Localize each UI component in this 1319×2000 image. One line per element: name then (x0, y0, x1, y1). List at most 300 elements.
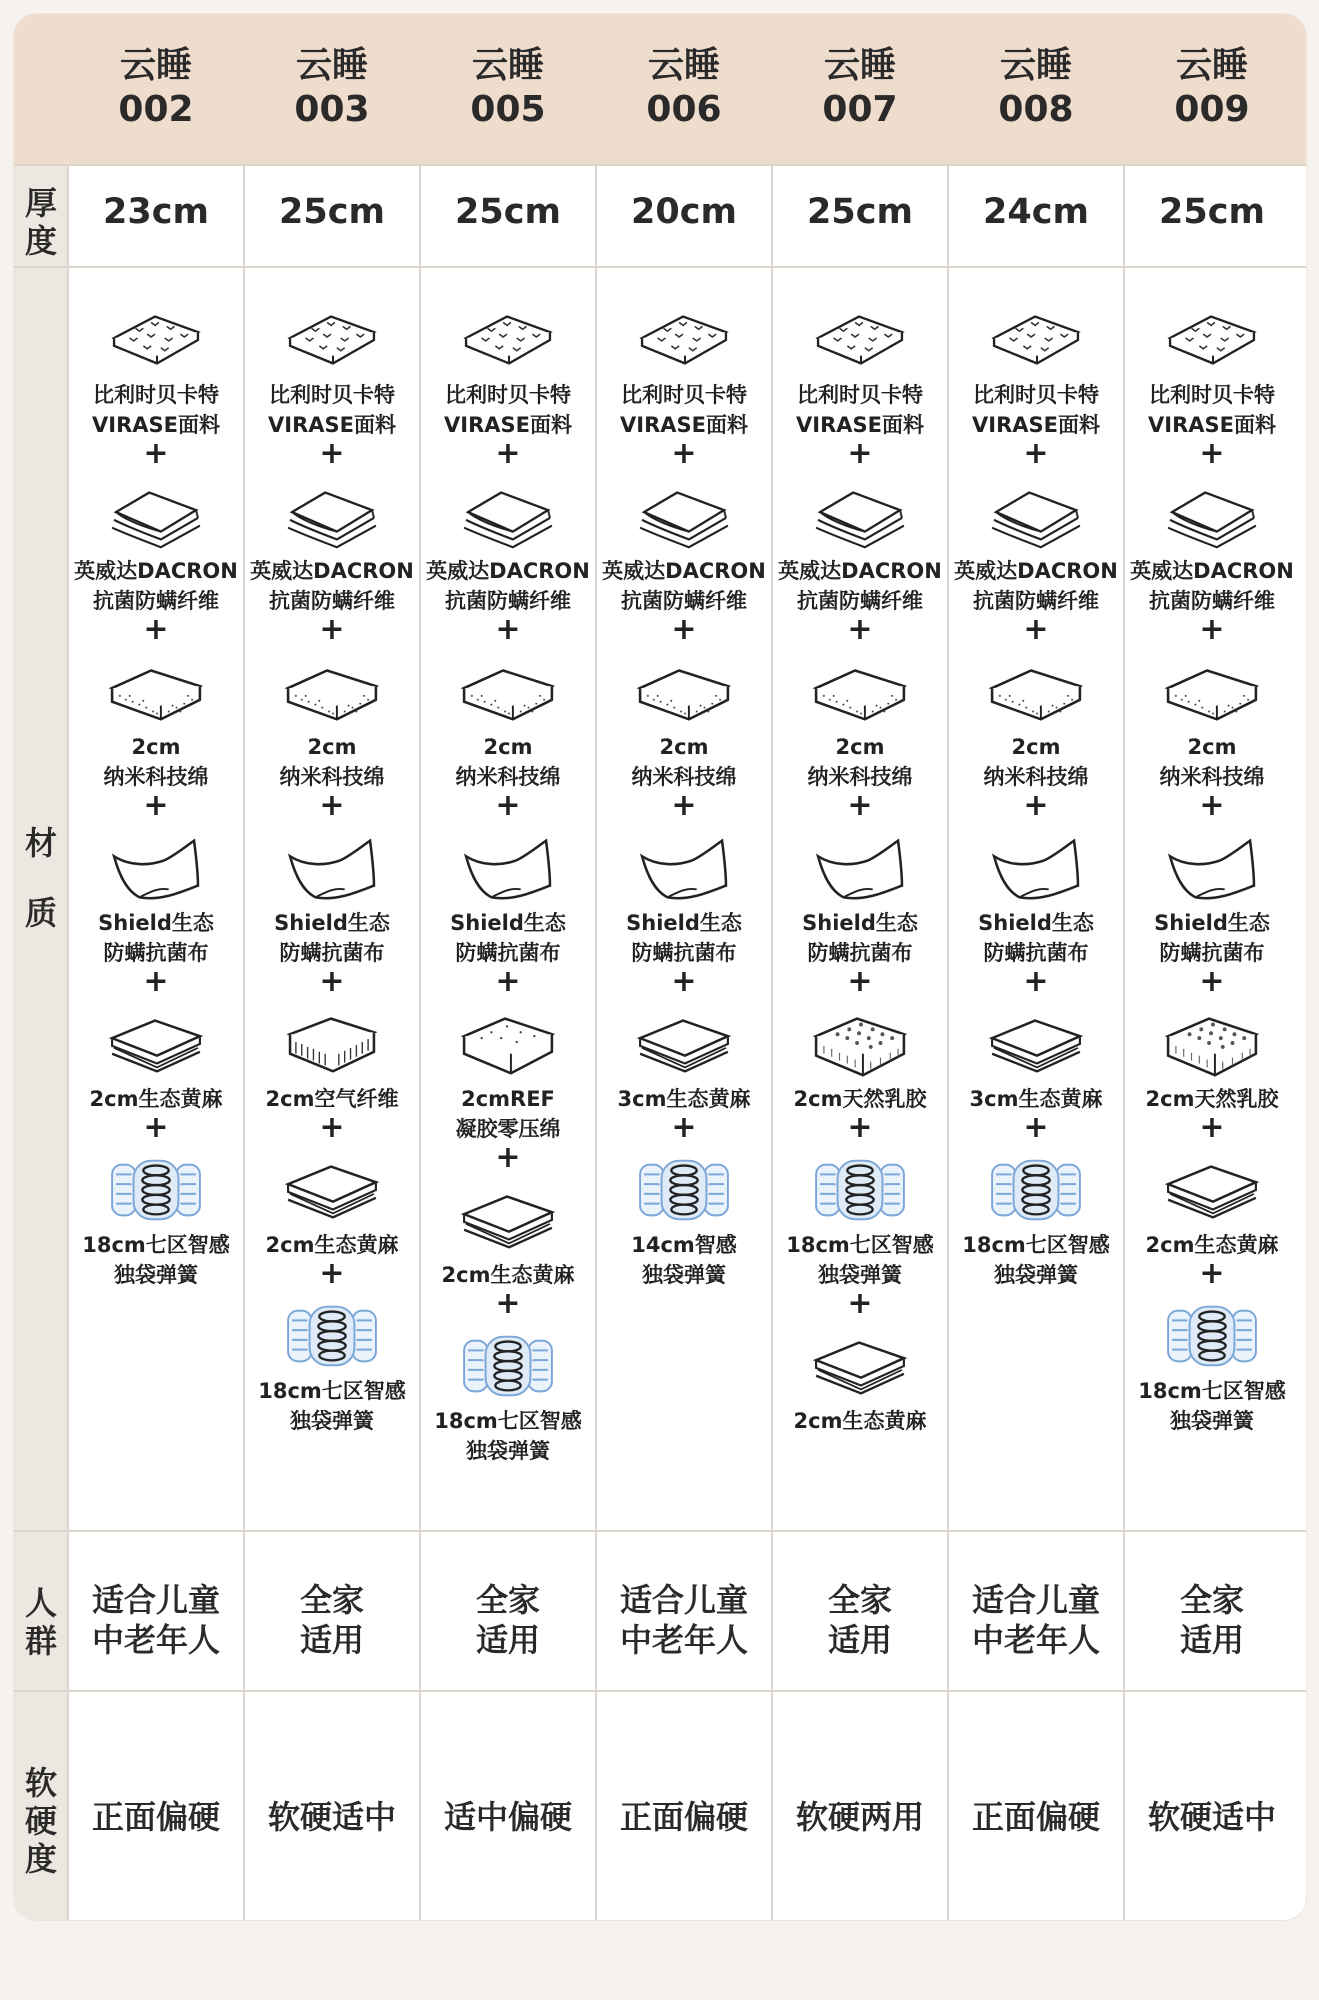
material-caption: 14cm智感 (631, 1233, 737, 1257)
plus-sign: + (671, 788, 697, 823)
material-caption: Shield生态 (274, 911, 390, 935)
material-layer (247, 1149, 417, 1259)
foam-block-icon (452, 651, 564, 731)
quilted-fabric-icon (980, 299, 1092, 379)
row-label-char: 软 (24, 1764, 57, 1802)
material-caption: 独袋弹簧 (114, 1263, 198, 1287)
material-layer (951, 651, 1121, 791)
material-layer (71, 475, 241, 615)
material-caption: 防螨抗菌布 (631, 941, 737, 965)
layered-mat-icon (100, 1003, 212, 1083)
plus-sign: + (143, 964, 169, 999)
material-caption: 18cm七区智感 (258, 1379, 406, 1403)
cloth-sheet-icon (980, 827, 1092, 907)
row-label-firmness (14, 1764, 68, 1878)
material-layer (1127, 475, 1297, 615)
material-layer (1127, 1149, 1297, 1259)
material-caption: 比利时贝卡特 (269, 383, 395, 407)
plus-sign: + (319, 436, 345, 471)
row-label-char: 厚 (24, 184, 57, 222)
plus-sign: + (1199, 788, 1225, 823)
plus-sign: + (319, 1110, 345, 1145)
crowd-line: 适用 (299, 1621, 364, 1659)
material-layer (423, 475, 593, 615)
material-caption: VIRASE面料 (268, 413, 396, 437)
crowd-line: 中老年人 (619, 1621, 748, 1659)
material-caption: 独袋弹簧 (994, 1263, 1078, 1287)
layered-mat-icon (452, 1179, 564, 1259)
material-layer (247, 475, 417, 615)
material-layer (951, 1003, 1121, 1113)
quilted-fabric-icon (276, 299, 388, 379)
material-layer (599, 1003, 769, 1113)
material-caption: 独袋弹簧 (1170, 1409, 1254, 1433)
material-caption: 纳米科技绵 (631, 765, 737, 789)
material-caption: 防螨抗菌布 (455, 941, 561, 965)
model-name: 云睡 (1175, 45, 1248, 86)
plus-sign: + (143, 1110, 169, 1145)
material-stack (599, 299, 769, 1289)
material-caption: 抗菌防螨纤维 (621, 589, 747, 613)
foam-block-icon (980, 651, 1092, 731)
material-stack (951, 299, 1121, 1289)
material-layer (247, 299, 417, 439)
material-caption: 英威达DACRON (954, 559, 1118, 583)
model-code: 008 (998, 89, 1074, 130)
crowd-line: 中老年人 (91, 1621, 220, 1659)
material-caption: 纳米科技绵 (103, 765, 209, 789)
crowd-line: 全家 (475, 1581, 540, 1619)
material-stack (423, 299, 593, 1465)
firmness-value: 软硬适中 (267, 1798, 396, 1836)
material-layer (599, 827, 769, 967)
row-label-crowd (14, 1584, 68, 1660)
plus-sign: + (847, 1286, 873, 1321)
material-caption: 独袋弹簧 (642, 1263, 726, 1287)
plus-sign: + (143, 788, 169, 823)
model-name: 云睡 (471, 45, 544, 86)
thickness-value: 23cm (103, 192, 209, 232)
foam-block-icon (276, 651, 388, 731)
material-caption: 防螨抗菌布 (983, 941, 1089, 965)
crowd-line: 适合儿童 (971, 1581, 1100, 1619)
material-caption: 2cm天然乳胶 (793, 1087, 927, 1111)
material-caption: 比利时贝卡特 (1149, 383, 1275, 407)
model-header (954, 44, 1118, 132)
material-layer (423, 1325, 593, 1465)
material-caption: 3cm生态黄麻 (617, 1087, 751, 1111)
material-layer (423, 299, 593, 439)
plus-sign: + (319, 964, 345, 999)
thickness-value: 20cm (631, 192, 737, 232)
material-caption: 2cm (307, 735, 357, 759)
material-layer (1127, 1295, 1297, 1435)
plus-sign: + (1023, 788, 1049, 823)
column-divider (419, 164, 421, 1920)
material-caption: 2cm生态黄麻 (89, 1087, 223, 1111)
material-caption: 纳米科技绵 (1159, 765, 1265, 789)
fiber-layers-icon (100, 475, 212, 555)
material-caption: 防螨抗菌布 (103, 941, 209, 965)
material-layer (71, 1149, 241, 1289)
material-stack (1127, 299, 1297, 1435)
foam-block-icon (804, 651, 916, 731)
model-header (778, 44, 942, 132)
material-caption: 18cm七区智感 (962, 1233, 1110, 1257)
row-label-char: 度 (24, 222, 57, 260)
material-caption: VIRASE面料 (972, 413, 1100, 437)
material-caption: 纳米科技绵 (983, 765, 1089, 789)
material-layer (423, 1003, 593, 1143)
material-caption: 18cm七区智感 (434, 1409, 582, 1433)
row-divider (14, 266, 1306, 268)
material-caption: 抗菌防螨纤维 (1149, 589, 1275, 613)
material-stack (775, 299, 945, 1435)
plus-sign: + (847, 964, 873, 999)
plus-sign: + (671, 612, 697, 647)
cloth-sheet-icon (1156, 827, 1268, 907)
plus-sign: + (495, 964, 521, 999)
column-divider (243, 164, 245, 1920)
fiber-layers-icon (980, 475, 1092, 555)
material-caption: 比利时贝卡特 (445, 383, 571, 407)
material-layer (599, 651, 769, 791)
row-label-material (14, 824, 68, 932)
crowd-line: 全家 (827, 1581, 892, 1619)
model-header (602, 44, 766, 132)
pocket-spring-icon (100, 1149, 212, 1229)
material-layer (599, 475, 769, 615)
target-crowd (250, 1580, 414, 1660)
cloth-sheet-icon (804, 827, 916, 907)
plus-sign: + (847, 788, 873, 823)
material-layer (951, 475, 1121, 615)
model-header (426, 44, 590, 132)
material-caption: VIRASE面料 (796, 413, 924, 437)
crowd-line: 全家 (1179, 1581, 1244, 1619)
material-caption: VIRASE面料 (444, 413, 572, 437)
row-label-char: 材 (24, 824, 57, 862)
material-caption: 抗菌防螨纤维 (93, 589, 219, 613)
model-header (250, 44, 414, 132)
plus-sign: + (847, 612, 873, 647)
material-layer (71, 299, 241, 439)
material-caption: Shield生态 (802, 911, 918, 935)
material-layer (775, 475, 945, 615)
model-code: 009 (1174, 89, 1250, 130)
material-caption: Shield生态 (98, 911, 214, 935)
material-layer (775, 1149, 945, 1289)
material-caption: VIRASE面料 (1148, 413, 1276, 437)
comparison-table (14, 14, 1306, 1920)
material-caption: 英威达DACRON (74, 559, 238, 583)
column-divider (1123, 164, 1125, 1920)
material-caption: 抗菌防螨纤维 (797, 589, 923, 613)
material-caption: 2cm (1187, 735, 1237, 759)
material-caption: 2cm生态黄麻 (1145, 1233, 1279, 1257)
material-caption: 比利时贝卡特 (973, 383, 1099, 407)
fiber-layers-icon (276, 475, 388, 555)
material-caption: Shield生态 (1154, 911, 1270, 935)
gel-foam-icon (452, 1003, 564, 1083)
material-layer (1127, 299, 1297, 439)
row-label-char: 度 (24, 1840, 57, 1878)
thickness-value: 25cm (455, 192, 561, 232)
material-caption: 18cm七区智感 (1138, 1379, 1286, 1403)
material-caption: 18cm七区智感 (786, 1233, 934, 1257)
row-label-char: 质 (24, 894, 57, 932)
material-layer (423, 651, 593, 791)
material-layer (775, 299, 945, 439)
row-divider (14, 1530, 1306, 1532)
plus-sign: + (495, 612, 521, 647)
plus-sign: + (1199, 1110, 1225, 1145)
plus-sign: + (1199, 612, 1225, 647)
material-caption: 2cm (131, 735, 181, 759)
material-layer (599, 1149, 769, 1289)
column-divider (771, 164, 773, 1920)
crowd-line: 适合儿童 (91, 1581, 220, 1619)
plus-sign: + (319, 788, 345, 823)
material-caption: 抗菌防螨纤维 (973, 589, 1099, 613)
layered-mat-icon (276, 1149, 388, 1229)
plus-sign: + (1199, 964, 1225, 999)
material-caption: 英威达DACRON (602, 559, 766, 583)
material-caption: 纳米科技绵 (455, 765, 561, 789)
material-caption: 凝胶零压绵 (455, 1117, 561, 1141)
fiber-layers-icon (628, 475, 740, 555)
cloth-sheet-icon (628, 827, 740, 907)
plus-sign: + (671, 436, 697, 471)
material-caption: 抗菌防螨纤维 (269, 589, 395, 613)
fiber-layers-icon (1156, 475, 1268, 555)
material-caption: 2cm生态黄麻 (441, 1263, 575, 1287)
target-crowd (602, 1580, 766, 1660)
model-name: 云睡 (999, 45, 1072, 86)
material-caption: 2cm空气纤维 (265, 1087, 399, 1111)
model-name: 云睡 (119, 45, 192, 86)
plus-sign: + (495, 1140, 521, 1175)
firmness-value: 软硬两用 (795, 1798, 924, 1836)
latex-icon (804, 1003, 916, 1083)
foam-block-icon (628, 651, 740, 731)
cloth-sheet-icon (452, 827, 564, 907)
material-layer (775, 651, 945, 791)
pocket-spring-icon (452, 1325, 564, 1405)
material-layer (71, 1003, 241, 1113)
latex-icon (1156, 1003, 1268, 1083)
material-caption: 防螨抗菌布 (279, 941, 385, 965)
layered-mat-icon (980, 1003, 1092, 1083)
fiber-layers-icon (804, 475, 916, 555)
material-caption: VIRASE面料 (92, 413, 220, 437)
material-stack (71, 299, 241, 1289)
material-caption: Shield生态 (626, 911, 742, 935)
row-label-char: 人 (24, 1584, 57, 1622)
row-label-char: 硬 (24, 1802, 57, 1840)
plus-sign: + (1023, 612, 1049, 647)
thickness-value: 24cm (983, 192, 1089, 232)
model-name: 云睡 (823, 45, 896, 86)
material-layer (247, 651, 417, 791)
material-caption: 防螨抗菌布 (807, 941, 913, 965)
plus-sign: + (495, 788, 521, 823)
air-fiber-icon (276, 1003, 388, 1083)
material-layer (247, 827, 417, 967)
material-caption: 英威达DACRON (250, 559, 414, 583)
foam-block-icon (1156, 651, 1268, 731)
target-crowd (426, 1580, 590, 1660)
pocket-spring-icon (1156, 1295, 1268, 1375)
material-layer (423, 827, 593, 967)
thickness-value: 25cm (807, 192, 913, 232)
material-layer (775, 827, 945, 967)
material-layer (775, 1003, 945, 1113)
model-code: 006 (646, 89, 722, 130)
pocket-spring-icon (980, 1149, 1092, 1229)
material-layer (247, 1295, 417, 1435)
firmness-value: 适中偏硬 (443, 1798, 572, 1836)
layered-mat-icon (1156, 1149, 1268, 1229)
material-caption: 英威达DACRON (1130, 559, 1294, 583)
thickness-value: 25cm (1159, 192, 1265, 232)
material-caption: 2cm (483, 735, 533, 759)
material-caption: 3cm生态黄麻 (969, 1087, 1103, 1111)
foam-block-icon (100, 651, 212, 731)
material-layer (1127, 651, 1297, 791)
row-label-thickness (14, 184, 68, 260)
material-caption: 2cm (1011, 735, 1061, 759)
material-caption: 2cm生态黄麻 (265, 1233, 399, 1257)
material-stack (247, 299, 417, 1435)
material-caption: 2cm天然乳胶 (1145, 1087, 1279, 1111)
firmness-value: 正面偏硬 (619, 1798, 748, 1836)
plus-sign: + (847, 1110, 873, 1145)
model-code: 002 (118, 89, 194, 130)
material-caption: 英威达DACRON (426, 559, 590, 583)
plus-sign: + (143, 436, 169, 471)
column-divider (947, 164, 949, 1920)
quilted-fabric-icon (1156, 299, 1268, 379)
plus-sign: + (847, 436, 873, 471)
material-layer (951, 827, 1121, 967)
material-caption: 防螨抗菌布 (1159, 941, 1265, 965)
crowd-line: 中老年人 (971, 1621, 1100, 1659)
material-caption: 比利时贝卡特 (621, 383, 747, 407)
plus-sign: + (671, 1110, 697, 1145)
material-caption: 抗菌防螨纤维 (445, 589, 571, 613)
quilted-fabric-icon (804, 299, 916, 379)
quilted-fabric-icon (100, 299, 212, 379)
material-caption: 英威达DACRON (778, 559, 942, 583)
firmness-value: 正面偏硬 (971, 1798, 1100, 1836)
material-caption: 18cm七区智感 (82, 1233, 230, 1257)
material-caption: Shield生态 (450, 911, 566, 935)
column-divider (595, 164, 597, 1920)
material-layer (71, 827, 241, 967)
crowd-line: 适合儿童 (619, 1581, 748, 1619)
cloth-sheet-icon (100, 827, 212, 907)
model-header (74, 44, 238, 132)
material-caption: 独袋弹簧 (466, 1439, 550, 1463)
material-caption: 2cm生态黄麻 (793, 1409, 927, 1433)
material-caption: 比利时贝卡特 (93, 383, 219, 407)
row-label-char: 群 (24, 1622, 57, 1660)
layered-mat-icon (804, 1325, 916, 1405)
plus-sign: + (319, 612, 345, 647)
quilted-fabric-icon (452, 299, 564, 379)
target-crowd (1130, 1580, 1294, 1660)
plus-sign: + (1023, 436, 1049, 471)
plus-sign: + (1023, 964, 1049, 999)
plus-sign: + (495, 1286, 521, 1321)
material-caption: 2cm (659, 735, 709, 759)
plus-sign: + (1199, 1256, 1225, 1291)
row-divider (14, 1690, 1306, 1692)
model-name: 云睡 (295, 45, 368, 86)
fiber-layers-icon (452, 475, 564, 555)
pocket-spring-icon (628, 1149, 740, 1229)
pocket-spring-icon (276, 1295, 388, 1375)
material-caption: 比利时贝卡特 (797, 383, 923, 407)
target-crowd (778, 1580, 942, 1660)
plus-sign: + (319, 1256, 345, 1291)
material-layer (1127, 1003, 1297, 1113)
model-header (1130, 44, 1294, 132)
pocket-spring-icon (804, 1149, 916, 1229)
target-crowd (954, 1580, 1118, 1660)
model-code: 005 (470, 89, 546, 130)
material-caption: 独袋弹簧 (818, 1263, 902, 1287)
material-caption: Shield生态 (978, 911, 1094, 935)
target-crowd (74, 1580, 238, 1660)
material-layer (71, 651, 241, 791)
plus-sign: + (1023, 1110, 1049, 1145)
material-layer (599, 299, 769, 439)
material-layer (423, 1179, 593, 1289)
material-caption: 2cm (835, 735, 885, 759)
material-layer (247, 1003, 417, 1113)
material-layer (951, 299, 1121, 439)
layered-mat-icon (628, 1003, 740, 1083)
material-caption: VIRASE面料 (620, 413, 748, 437)
material-caption: 纳米科技绵 (807, 765, 913, 789)
plus-sign: + (495, 436, 521, 471)
model-name: 云睡 (647, 45, 720, 86)
material-caption: 纳米科技绵 (279, 765, 385, 789)
material-caption: 2cmREF (461, 1087, 555, 1111)
material-layer (775, 1325, 945, 1435)
crowd-line: 适用 (827, 1621, 892, 1659)
crowd-line: 适用 (1179, 1621, 1244, 1659)
thickness-value: 25cm (279, 192, 385, 232)
cloth-sheet-icon (276, 827, 388, 907)
quilted-fabric-icon (628, 299, 740, 379)
firmness-value: 正面偏硬 (91, 1798, 220, 1836)
crowd-line: 适用 (475, 1621, 540, 1659)
material-layer (1127, 827, 1297, 967)
material-caption: 独袋弹簧 (290, 1409, 374, 1433)
model-code: 003 (294, 89, 370, 130)
firmness-value: 软硬适中 (1147, 1798, 1276, 1836)
crowd-line: 全家 (299, 1581, 364, 1619)
row-divider (14, 164, 1306, 166)
plus-sign: + (143, 612, 169, 647)
model-code: 007 (822, 89, 898, 130)
plus-sign: + (671, 964, 697, 999)
plus-sign: + (1199, 436, 1225, 471)
material-layer (951, 1149, 1121, 1289)
